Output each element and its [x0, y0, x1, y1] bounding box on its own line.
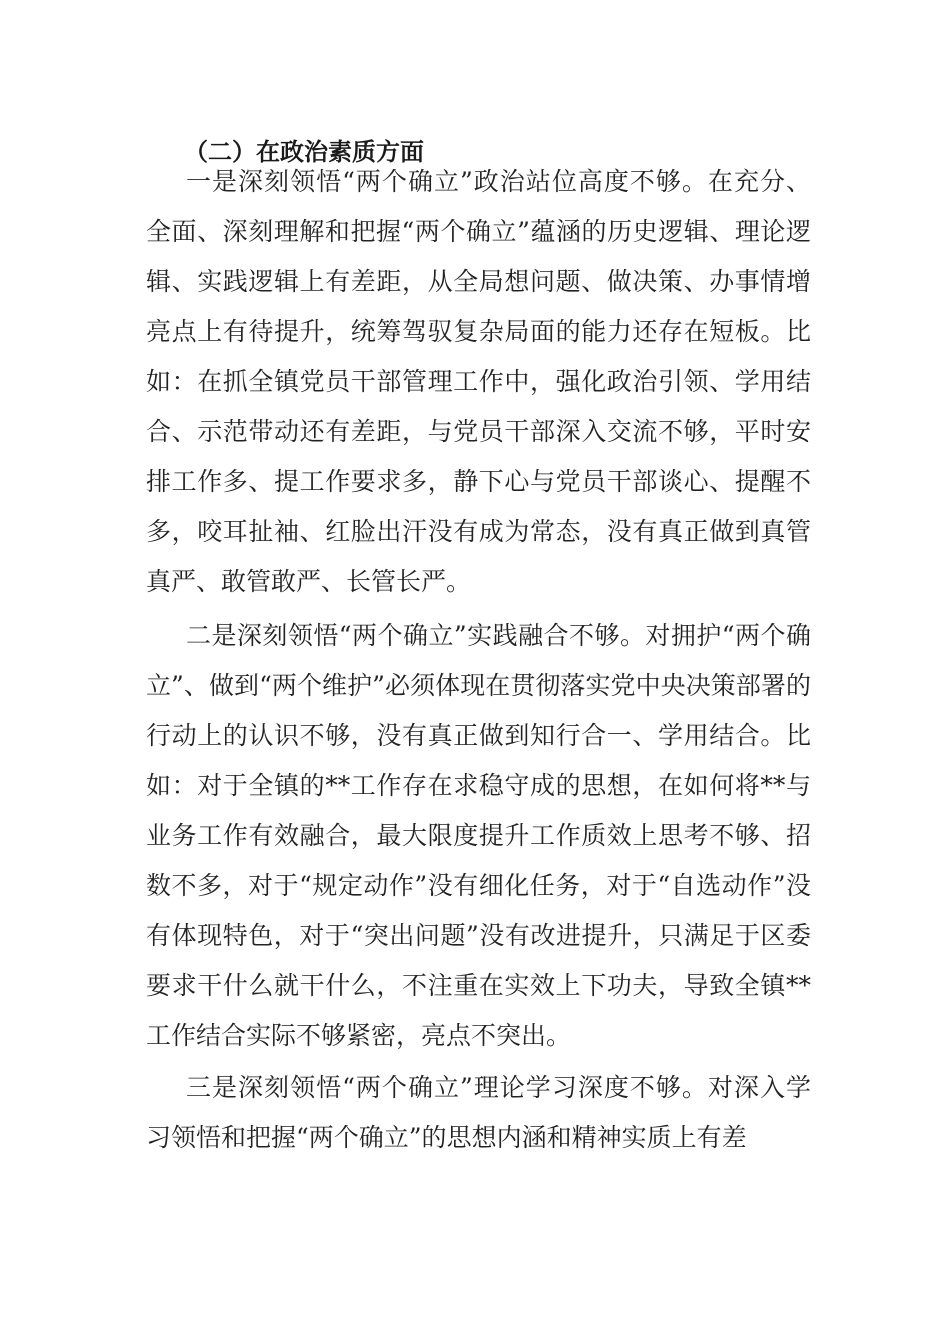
paragraph-2: 二是深刻领悟“两个确立”实践融合不够。对拥护“两个确立”、做到“两个维护”必须体现在贯彻落实党中央决策部署的行动上的认识不够，没有真正做到知行合一、学用结合。比如：对于全镇的**工作存在求稳守成的思想，在如何将**与业务工作有效融合，最大限度提升工作质效上思考不够、招数不多，对于“规定动作”没有细化任务，对于“自选动作”没有体现特色，对于“突出问题”没有改进提升，只满足于区委要求干什么就干什么，不注重在实效上下功夫，导致全镇**工作结合实际不够紧密，亮点不突出。 — [146, 621, 811, 1050]
paragraph-1: 一是深刻领悟“两个确立”政治站位高度不够。在充分、全面、深刻理解和把握“两个确立”蕴涵的历史逻辑、理论逻辑、实践逻辑上有差距，从全局想问题、做决策、办事情增亮点上有待提升，统筹驾驭复杂局面的能力还存在短板。比如：在抓全镇党员干部管理工作中，强化政治引领、学用结合、示范带动还有差距，与党员干部深入交流不够，平时安排工作多、提工作要求多，静下心与党员干部谈心、提醒不多，咬耳扯袖、红脸出汗没有成为常态，没有真正做到真管真严、敢管敢严、长管长严。 — [146, 167, 811, 596]
section-heading: （二）在政治素质方面 — [184, 138, 424, 166]
paragraph-3: 三是深刻领悟“两个确立”理论学习深度不够。对深入学习领悟和把握“两个确立”的思想内涵和精神实质上有差 — [146, 1073, 811, 1152]
